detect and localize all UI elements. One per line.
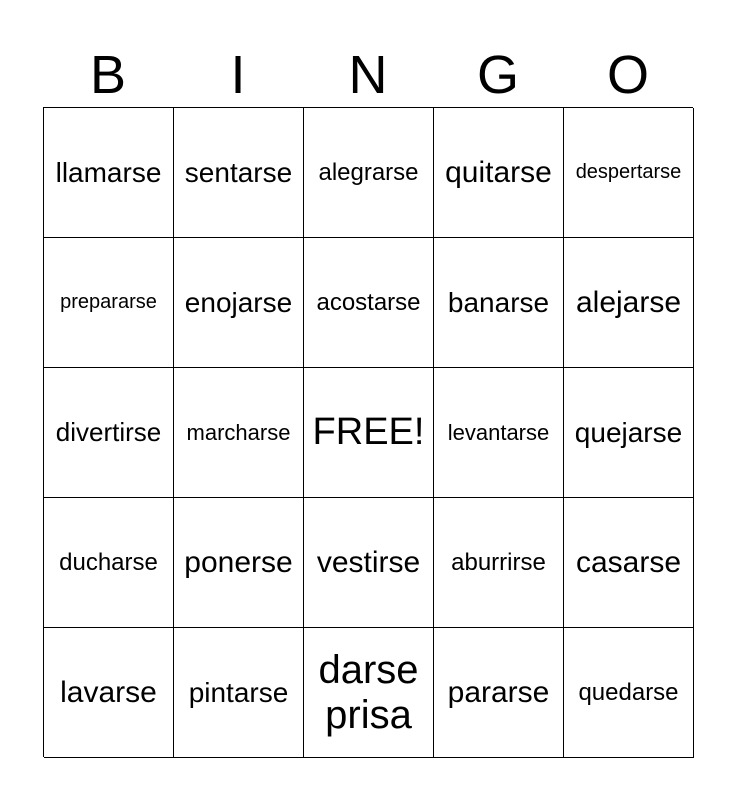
cell-word: quitarse xyxy=(445,155,552,189)
bingo-cell xyxy=(44,238,174,368)
bingo-board xyxy=(43,107,693,757)
cell-word: quedarse xyxy=(578,678,679,706)
cell-word: banarse xyxy=(447,286,550,318)
header-letter-g: G xyxy=(476,45,519,105)
bingo-cell xyxy=(304,238,434,368)
cell-word: enojarse xyxy=(184,286,293,318)
cell-word: quejarse xyxy=(574,416,683,448)
bingo-cell xyxy=(44,108,174,238)
bingo-cell xyxy=(304,108,434,238)
bingo-header xyxy=(43,42,693,108)
cell-word: marcharse xyxy=(186,419,291,445)
cell-word: prepararse xyxy=(60,291,157,313)
header-letter-o: O xyxy=(606,45,649,105)
bingo-cell xyxy=(434,498,564,628)
bingo-cell xyxy=(174,108,304,238)
bingo-cell xyxy=(434,238,564,368)
free-space-cell xyxy=(304,368,434,498)
bingo-cell xyxy=(564,238,694,368)
cell-word: pintarse xyxy=(188,676,289,708)
cell-word: acostarse xyxy=(316,288,421,316)
bingo-cell xyxy=(44,628,174,758)
cell-word: ponerse xyxy=(184,545,293,579)
cell-word: pararse xyxy=(447,675,550,709)
cell-word: despertarse xyxy=(575,161,682,183)
cell-word: casarse xyxy=(575,545,682,579)
header-letter-i: I xyxy=(230,45,246,105)
free-space-label: FREE! xyxy=(312,411,425,453)
bingo-cell xyxy=(434,108,564,238)
bingo-cell xyxy=(564,108,694,238)
cell-word: alegrarse xyxy=(318,158,419,186)
bingo-cell xyxy=(174,628,304,758)
bingo-cell xyxy=(174,368,304,498)
cell-word: llamarse xyxy=(55,156,162,188)
bingo-cell xyxy=(564,368,694,498)
cell-word: darse prisa xyxy=(318,647,419,737)
header-letter-n: N xyxy=(348,45,388,105)
bingo-cell xyxy=(564,498,694,628)
cell-word: vestirse xyxy=(316,545,421,579)
bingo-cell xyxy=(44,368,174,498)
header-letter-b: B xyxy=(89,45,127,105)
cell-word: aburrirse xyxy=(451,548,546,576)
bingo-cell xyxy=(304,628,434,758)
bingo-cell xyxy=(174,238,304,368)
cell-word: levantarse xyxy=(447,419,550,445)
cell-word: lavarse xyxy=(60,675,157,709)
cell-word: sentarse xyxy=(184,156,293,188)
bingo-cell xyxy=(304,498,434,628)
bingo-cell xyxy=(44,498,174,628)
cell-word: alejarse xyxy=(575,285,682,319)
bingo-cell xyxy=(174,498,304,628)
bingo-cell xyxy=(434,368,564,498)
bingo-cell xyxy=(434,628,564,758)
cell-word: ducharse xyxy=(59,548,158,576)
cell-word: divertirse xyxy=(55,417,162,447)
bingo-cell xyxy=(564,628,694,758)
